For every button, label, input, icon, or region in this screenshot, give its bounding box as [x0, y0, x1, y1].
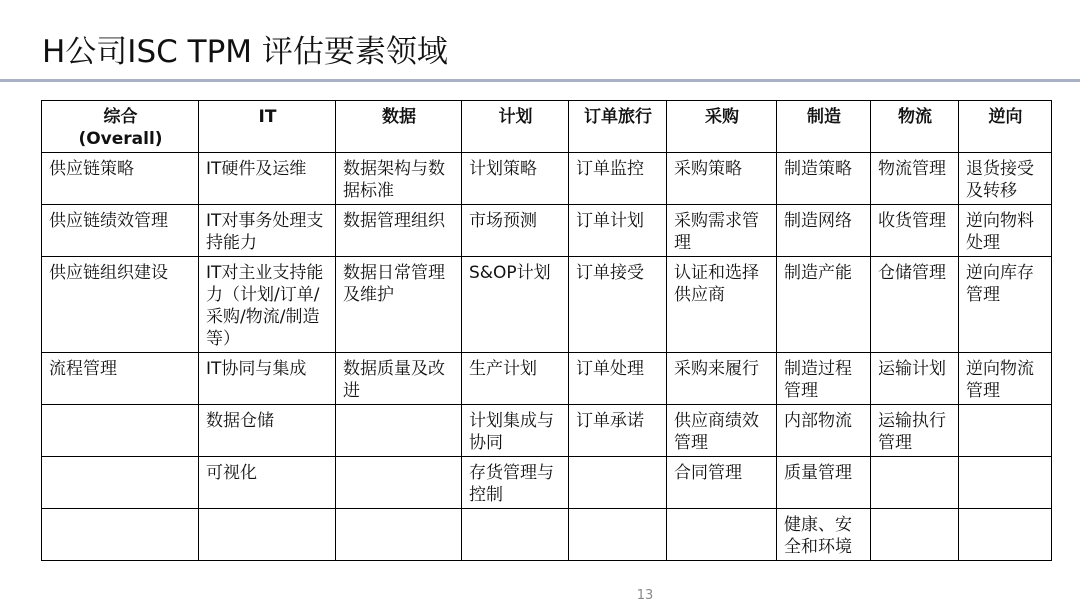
header-label: 订单旅行: [584, 107, 652, 127]
table-cell: 运输计划: [871, 353, 959, 405]
table-cell: [667, 509, 777, 561]
table-cell: 内部物流: [777, 405, 871, 457]
header-cell: [462, 101, 569, 153]
table-cell: 订单计划: [569, 205, 667, 257]
header-cell: [777, 101, 871, 153]
table-cell: 供应商绩效管理: [667, 405, 777, 457]
table-cell: [871, 457, 959, 509]
header-label: 物流: [898, 107, 932, 127]
header-cell: [336, 101, 462, 153]
table-cell: 订单承诺: [569, 405, 667, 457]
table-row: [42, 257, 1052, 353]
table-cell: 质量管理: [777, 457, 871, 509]
table-cell: IT对事务处理支持能力: [199, 205, 336, 257]
table-cell: 数据质量及改进: [336, 353, 462, 405]
table-row: [42, 457, 1052, 509]
table-cell: [336, 405, 462, 457]
header-label: 数据: [382, 107, 416, 127]
table-cell: 逆向物流管理: [959, 353, 1052, 405]
table-cell: 收货管理: [871, 205, 959, 257]
table-cell: 制造策略: [777, 153, 871, 205]
table-cell: 存货管理与控制: [462, 457, 569, 509]
table-cell: 制造产能: [777, 257, 871, 353]
table-cell: 采购策略: [667, 153, 777, 205]
table-cell: 退货接受及转移: [959, 153, 1052, 205]
table-cell: [199, 509, 336, 561]
table-cell: 供应链绩效管理: [42, 205, 199, 257]
table-cell: 市场预测: [462, 205, 569, 257]
table-row: [42, 509, 1052, 561]
header-cell: [199, 101, 336, 153]
table-cell: 供应链策略: [42, 153, 199, 205]
table-cell: 计划集成与协同: [462, 405, 569, 457]
table-cell: 健康、安全和环境: [777, 509, 871, 561]
table-cell: 逆向库存管理: [959, 257, 1052, 353]
table-cell: [871, 509, 959, 561]
table-cell: 物流管理: [871, 153, 959, 205]
table-row: [42, 405, 1052, 457]
table-cell: 制造过程管理: [777, 353, 871, 405]
table-cell: [462, 509, 569, 561]
table-cell: [569, 509, 667, 561]
table-cell: 逆向物料处理: [959, 205, 1052, 257]
table-row: [42, 353, 1052, 405]
table-cell: 合同管理: [667, 457, 777, 509]
table-cell: IT协同与集成: [199, 353, 336, 405]
table-cell: 供应链组织建设: [42, 257, 199, 353]
table-header-row: [42, 101, 1052, 153]
table-cell: 数据架构与数据标准: [336, 153, 462, 205]
table-cell: 生产计划: [462, 353, 569, 405]
table-cell: [336, 509, 462, 561]
assessment-elements-table: [41, 100, 1052, 561]
header-label: 逆向: [988, 107, 1023, 127]
header-cell: [871, 101, 959, 153]
header-label: 计划: [498, 107, 533, 127]
table-row: [42, 153, 1052, 205]
header-cell: [42, 101, 199, 153]
table-cell: [42, 509, 199, 561]
table-cell: 数据日常管理及维护: [336, 257, 462, 353]
table-cell: IT对主业支持能力（计划/订单/采购/物流/制造等）: [199, 257, 336, 353]
table-cell: 采购需求管理: [667, 205, 777, 257]
table-cell: 认证和选择供应商: [667, 257, 777, 353]
table-cell: [336, 457, 462, 509]
table-cell: [569, 457, 667, 509]
table-cell: 流程管理: [42, 353, 199, 405]
page-number: 13: [636, 588, 654, 603]
table-cell: [42, 457, 199, 509]
header-cell: [959, 101, 1052, 153]
table-cell: S&OP计划: [462, 257, 569, 353]
table-cell: [959, 509, 1052, 561]
header-label: 综合 (Overall): [78, 107, 163, 149]
table-cell: [959, 405, 1052, 457]
header-label: 制造: [807, 107, 841, 127]
title-divider: [0, 79, 1080, 82]
table-cell: 数据仓储: [199, 405, 336, 457]
table-cell: 计划策略: [462, 153, 569, 205]
table-cell: 订单处理: [569, 353, 667, 405]
table-cell: 运输执行管理: [871, 405, 959, 457]
table-cell: 可视化: [199, 457, 336, 509]
table-cell: 采购来履行: [667, 353, 777, 405]
table-cell: [42, 405, 199, 457]
table-row: [42, 205, 1052, 257]
table-cell: 制造网络: [777, 205, 871, 257]
header-cell: [667, 101, 777, 153]
table-cell: 订单监控: [569, 153, 667, 205]
header-label: IT: [258, 107, 277, 127]
header-cell: [569, 101, 667, 153]
header-label: 采购: [705, 107, 739, 127]
table-cell: 订单接受: [569, 257, 667, 353]
table-cell: [959, 457, 1052, 509]
table-cell: 仓储管理: [871, 257, 959, 353]
table-cell: 数据管理组织: [336, 205, 462, 257]
table-cell: IT硬件及运维: [199, 153, 336, 205]
slide-title: H公司ISC TPM 评估要素领域: [42, 34, 448, 70]
